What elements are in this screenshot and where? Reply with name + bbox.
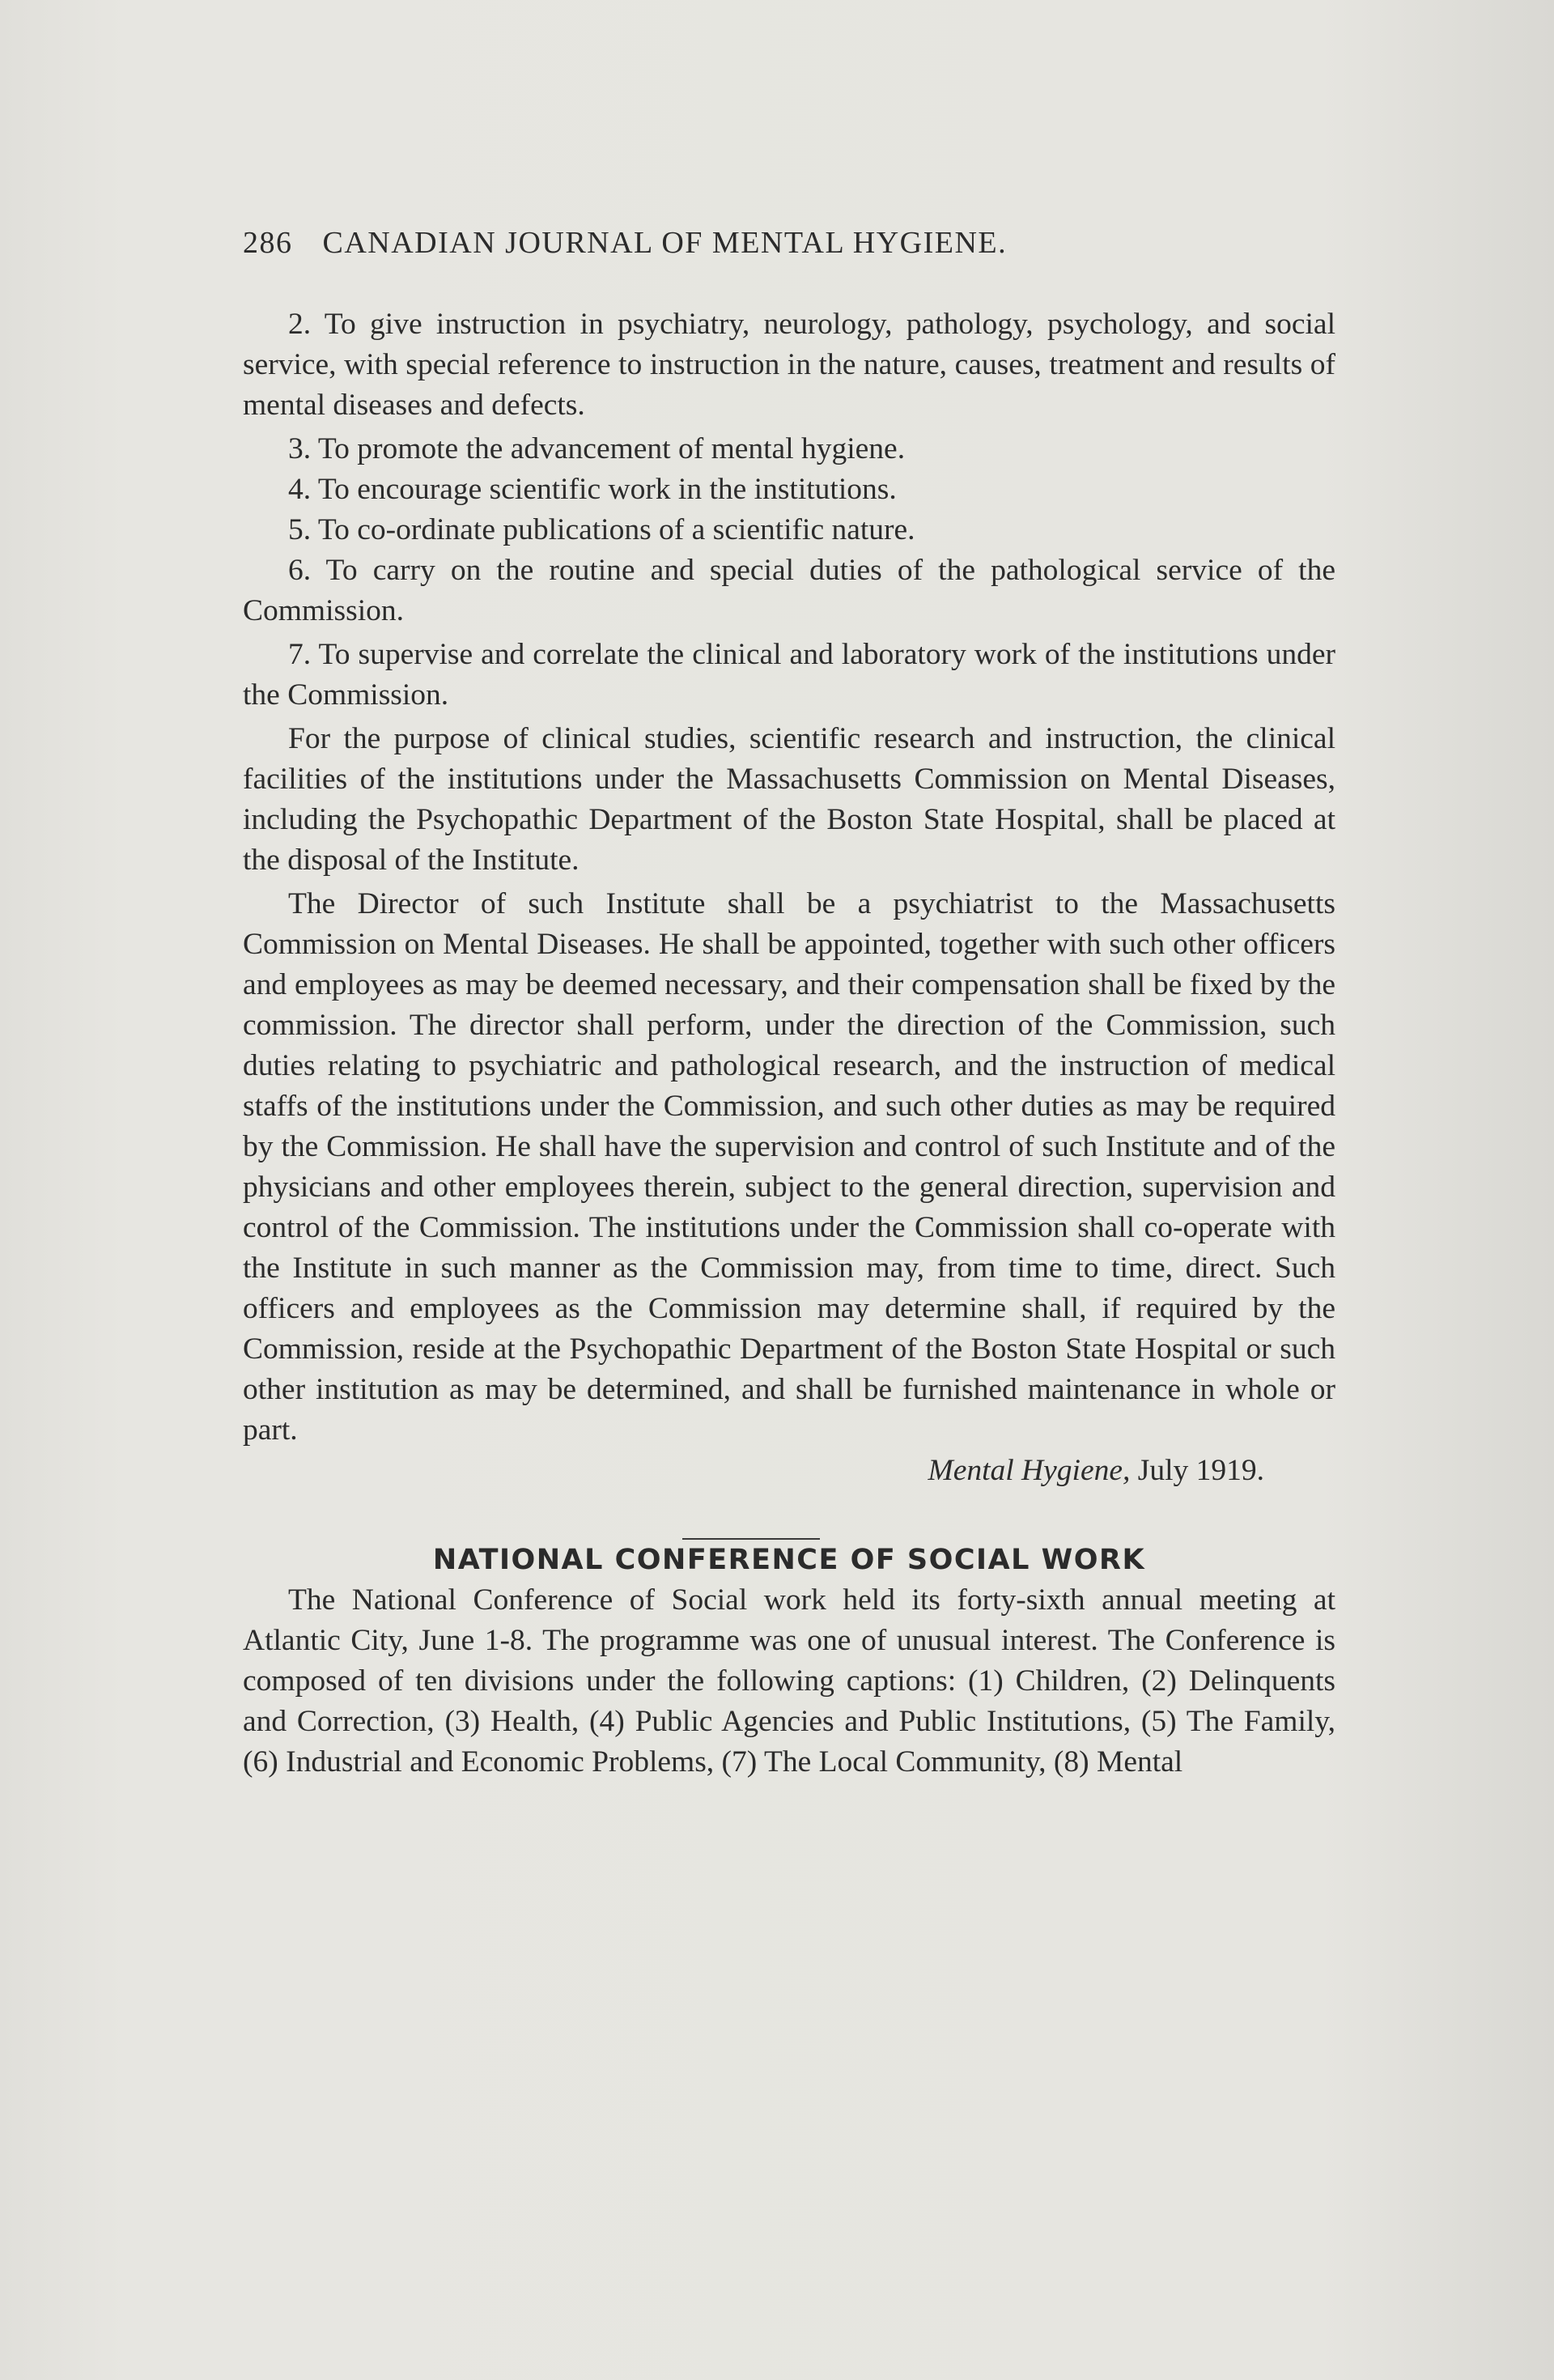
list-item: 5. To co-ordinate publications of a scientific nature. — [288, 513, 915, 546]
section-paragraph: The National Conference of Social work held its forty-sixth annual meeting at Atlantic City, June 1-8. The programme was one of unusual interest. The Conference is composed of ten divisions under the following captions: (1) Children, (2) Delinquents and Correction, (3) Health, (4) Public Agencies and Public Institutions, (5) The Family, (6) Industrial and Economic Problems, (7) The Local Community, (8) Mental — [243, 1583, 1335, 1779]
list-item: 2. To give instruction in psychiatry, neurology, pathology, psychology, and social service, with special reference to instruction in the nature, causes, treatment and results of mental diseases and defects. — [243, 308, 1335, 422]
journal-title: CANADIAN JOURNAL OF MENTAL HYGIENE. — [322, 226, 1008, 260]
body-paragraph: For the purpose of clinical studies, scientific research and instruction, the clinical facilities of the institutions under the Massachusetts Commission on Mental Diseases, including the Psychopathic Department of the Boston State Hospital, shall be placed at the disposal of the Institute. — [243, 722, 1335, 877]
list-item: 7. To supervise and correlate the clinical and laboratory work of the institutions under the Commission. — [243, 638, 1335, 712]
citation-source: Mental Hygiene, — [928, 1454, 1131, 1487]
page-number: 286 — [243, 226, 293, 260]
page-body — [243, 304, 1335, 1783]
section-title: NATIONAL CONFERENCE OF SOCIAL WORK — [432, 1544, 1146, 1576]
citation-date: July 1919. — [1137, 1454, 1264, 1487]
list-item: 4. To encourage scientific work in the institutions. — [288, 473, 897, 506]
body-paragraph: The Director of such Institute shall be a psychiatrist to the Massachusetts Commission on Mental Diseases. He shall be appointed, together with such other officers and employees as may be deemed necessary, and their compensation shall be fixed by the commission. The director shall perform, under the direction of the Commission, such duties relating to psychiatric and pathological research, and the instruction of medical staffs of the institutions under the Commission, and such other duties as may be required by the Commission. He shall have the supervision and control of such Institute and of the physicians and other employees therein, subject to the general direction, supervision and control of the Commission. The institutions under the Commission shall co-operate with the Institute in such manner as the Commission may, from time to time, direct. Such officers and employees as the Commission may determine shall, if required by the Commission, reside at the Psychopathic Department of the Boston State Hospital or such other institution as may be determined, and shall be furnished maintenance in whole or part. — [243, 887, 1335, 1447]
list-item: 3. To promote the advancement of mental hygiene. — [288, 432, 906, 465]
list-item: 6. To carry on the routine and special duties of the pathological service of the Commission. — [243, 554, 1335, 627]
citation — [243, 1451, 1335, 1491]
running-header — [243, 225, 1335, 261]
